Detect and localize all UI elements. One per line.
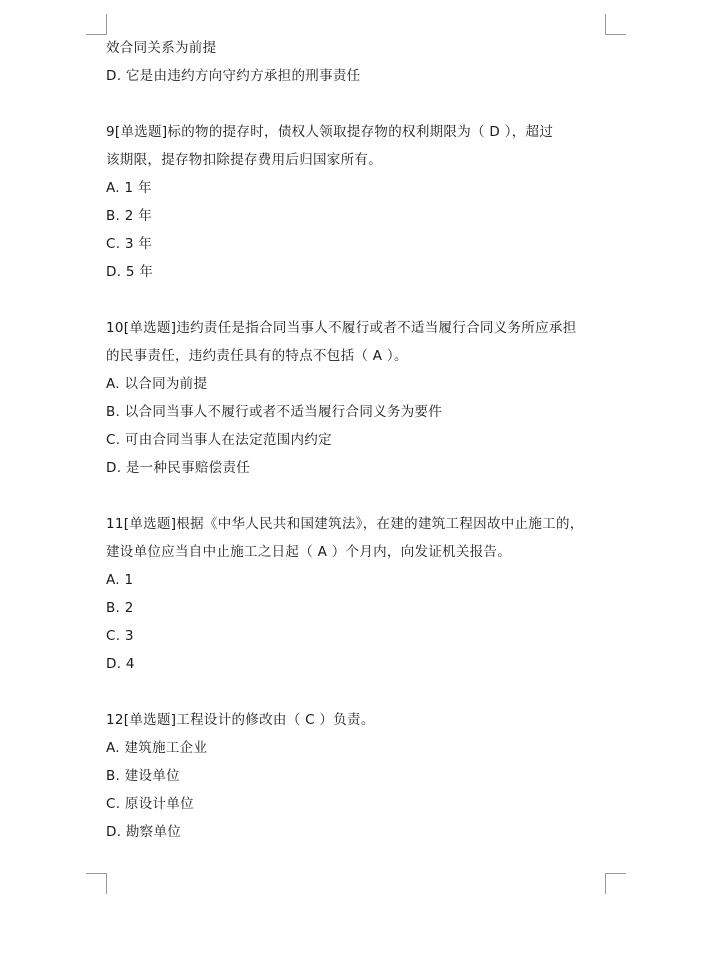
- crop-mark-top-left: [86, 14, 107, 35]
- crop-mark-bottom-right: [605, 873, 626, 894]
- question-text: 建设单位应当自中止施工之日起（ A ）个月内，向发证机关报告。: [106, 544, 512, 560]
- option-b: B. 以合同当事人不履行或者不适当履行合同义务为要件: [106, 404, 443, 420]
- intro-option: D. 它是由违约方向守约方承担的刑事责任: [106, 68, 361, 84]
- question-text: 9[单选题]标的物的提存时，债权人领取提存物的权利期限为（ D ），超过: [106, 124, 554, 140]
- question-text: 的民事责任，违约责任具有的特点不包括（ A ）。: [106, 348, 408, 364]
- question-text: 10[单选题]违约责任是指合同当事人不履行或者不适当履行合同义务所应承担: [106, 320, 577, 336]
- option-b: B. 2: [106, 600, 134, 616]
- option-a: A. 1: [106, 572, 134, 588]
- option-a: A. 以合同为前提: [106, 376, 208, 392]
- option-c: C. 原设计单位: [106, 796, 194, 812]
- question-9: [106, 118, 610, 286]
- option-c: C. 可由合同当事人在法定范围内约定: [106, 432, 332, 448]
- question-11: [106, 510, 610, 678]
- option-d: D. 5 年: [106, 264, 154, 280]
- option-c: C. 3 年: [106, 236, 153, 252]
- option-a: A. 1 年: [106, 180, 152, 196]
- crop-mark-top-right: [605, 14, 626, 35]
- question-12: [106, 706, 610, 846]
- question-text: 该期限，提存物扣除提存费用后归国家所有。: [106, 152, 382, 168]
- crop-mark-bottom-left: [86, 873, 107, 894]
- question-text: 12[单选题]工程设计的修改由（ C ）负责。: [106, 712, 375, 728]
- question-10: [106, 314, 610, 482]
- option-d: D. 是一种民事赔偿责任: [106, 460, 251, 476]
- option-b: B. 建设单位: [106, 768, 180, 784]
- option-d: D. 勘察单位: [106, 824, 182, 840]
- option-d: D. 4: [106, 656, 135, 672]
- question-text: 11[单选题]根据《中华人民共和国建筑法》，在建的建筑工程因故中止施工的，: [106, 516, 584, 532]
- option-c: C. 3: [106, 628, 134, 644]
- option-a: A. 建筑施工企业: [106, 740, 208, 756]
- option-b: B. 2 年: [106, 208, 153, 224]
- document-content: [106, 34, 610, 846]
- intro-line: 效合同关系为前提: [106, 40, 217, 56]
